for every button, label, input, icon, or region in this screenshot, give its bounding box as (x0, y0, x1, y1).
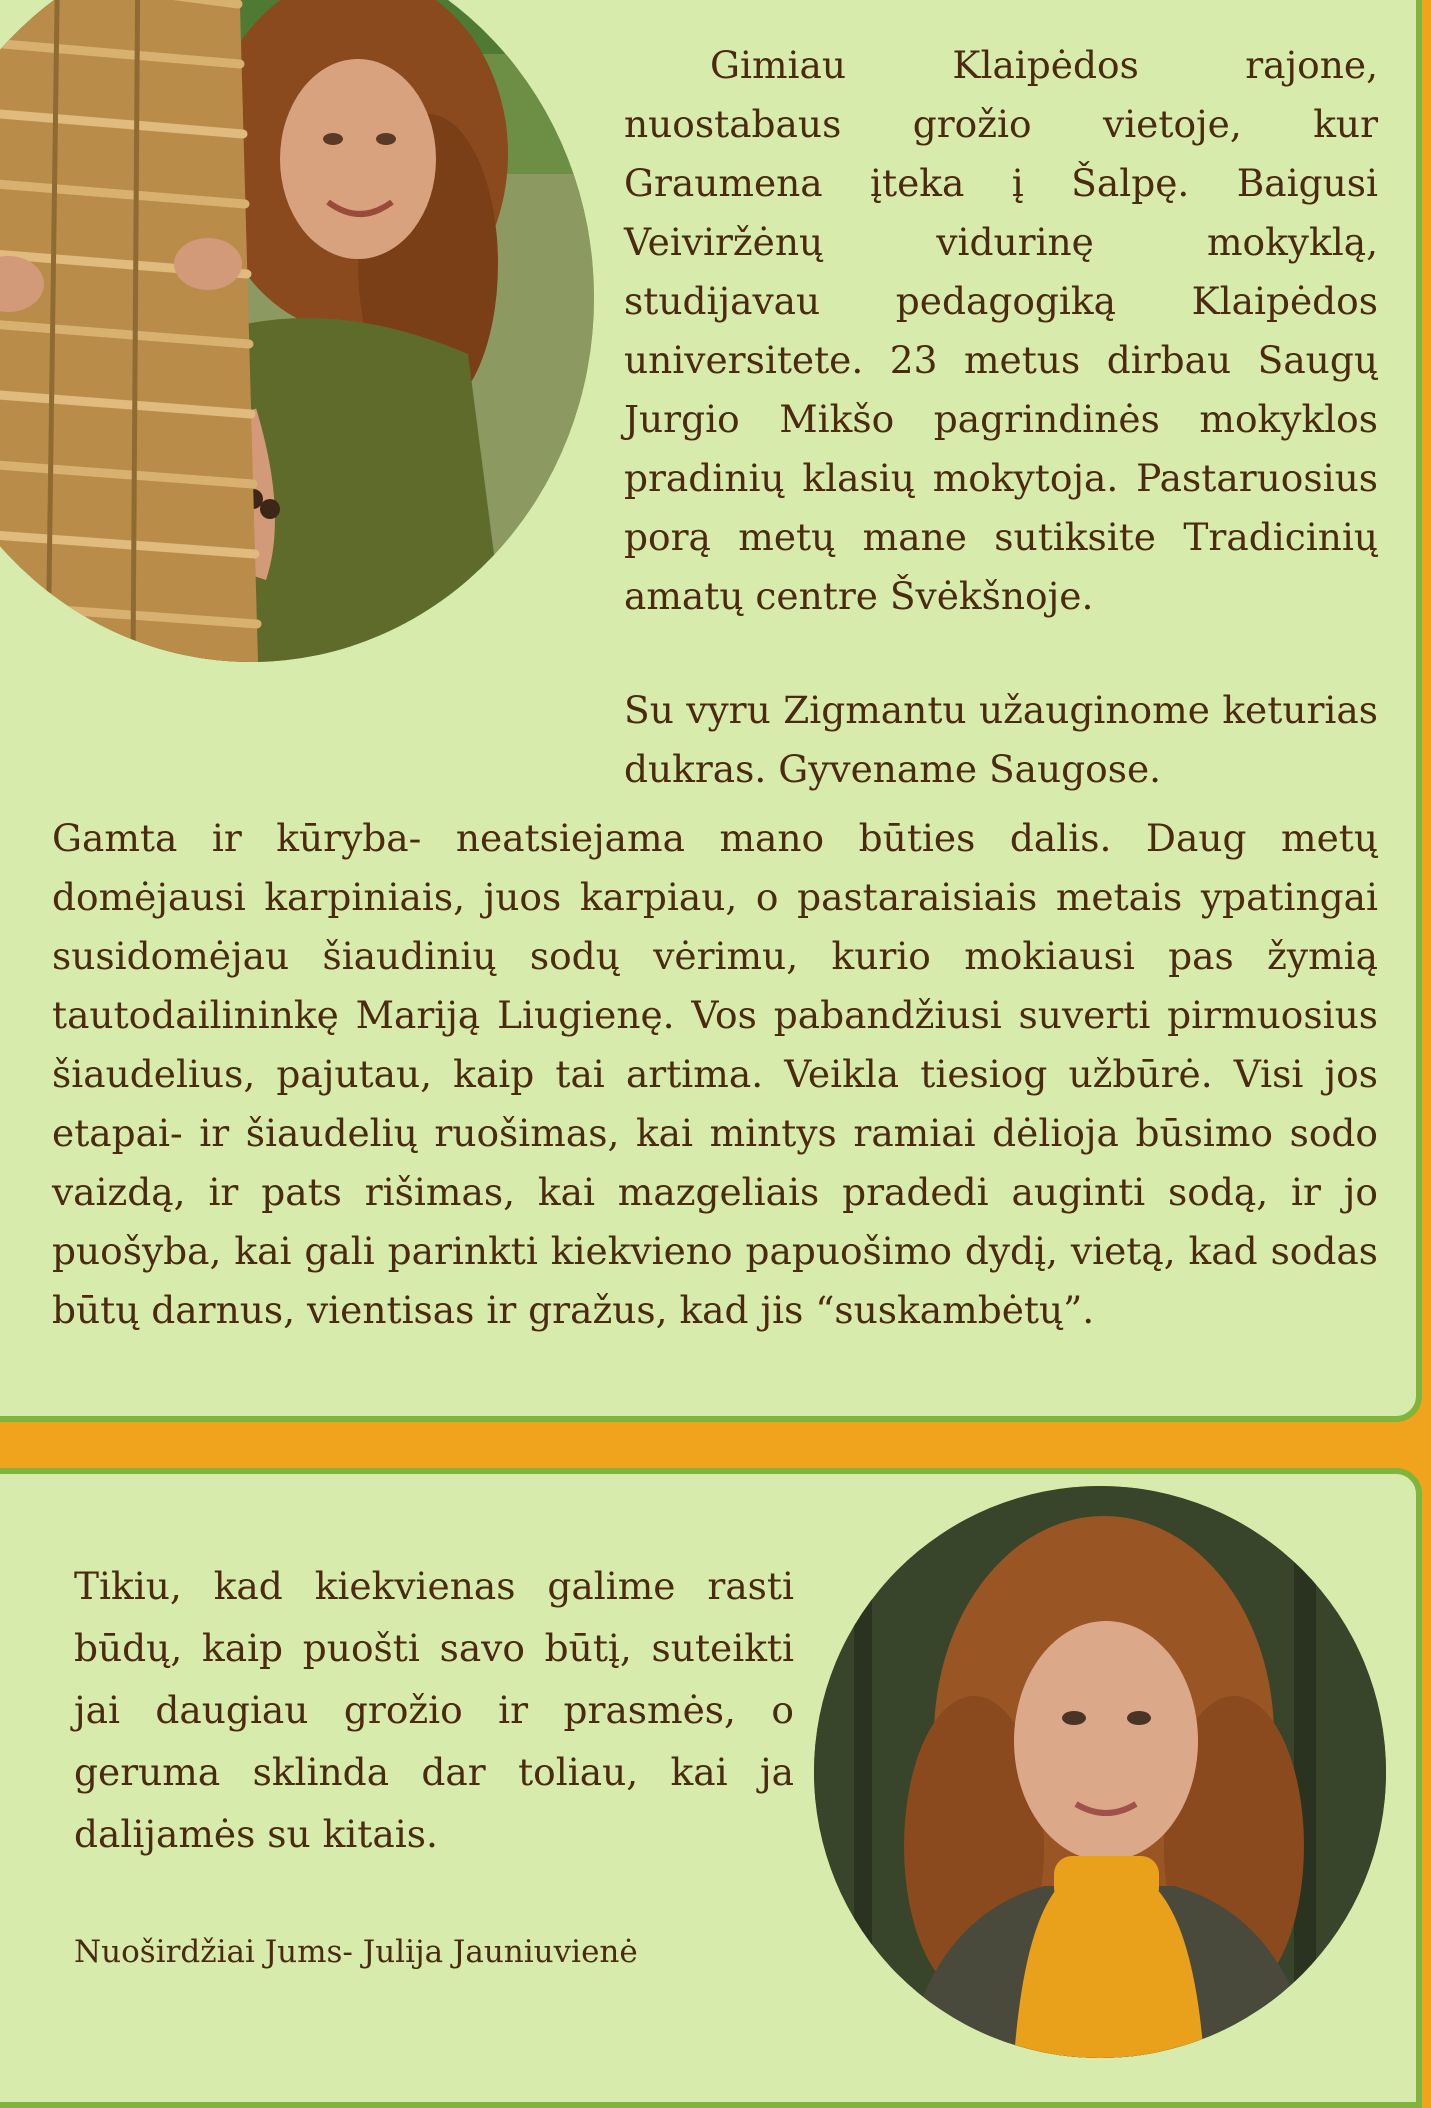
intro-paragraph: Gimiau Klaipėdos rajone, nuostabaus grožio vietoje, kur Graumena įteka į Šalpę. Baigusi Veiviržėnų vidurinę mokyklą, studijavau pedagogiką Klaipėdos universitete. 23 metus dirbau Saugų Jurgio Mikšo pagrindinės mokyklos pradinių klasių mokytoja. Pastaruosius porą metų mane sutiksite Tradicinių amatų centre Švėkšnoje. (624, 43, 1378, 618)
portrait-illustration (814, 1486, 1386, 2058)
signature: Nuoširdžiai Jums- Julija Jauniuvienė (74, 1934, 638, 1970)
portrait-photo (814, 1486, 1386, 2058)
family-paragraph: Su vyru Zigmantu užauginome keturias dukras. Gyvename Saugose. (624, 688, 1378, 791)
creativity-paragraph: Gamta ir kūryba- neatsiejama mano būties dalis. Daug metų domėjausi karpiniais, juos karpiau, o pastaraisiais metais ypatingai susidomėjau šiaudinių sodų vėrimu, kurio mokiausi pas žymią tautodailininkę Mariją Liugienę. Vos pabandžiusi suverti pirmuosius šiaudelius, pajutau, kaip tai artima. Veikla tiesiog užbūrė. Visi jos etapai- ir šiaudelių ruošimas, kai mintys ramiai dėlioja būsimo sodo vaizdą, ir pats rišimas, kai mazgeliais pradedi auginti sodą, ir jo puošyba, kai gali parinkti kiekvieno papuošimo dydį, vietą, kad sodas būtų darnus, vientisas ir gražus, kad jis “suskambėtų”. (52, 816, 1378, 1332)
belief-paragraph: Tikiu, kad kiekvienas galime rasti būdų, kaip puošti savo būtį, suteikti jai daugiau grožio ir prasmės, o geruma sklinda dar toliau, kai ja dalijamės su kitais. (74, 1564, 794, 1856)
